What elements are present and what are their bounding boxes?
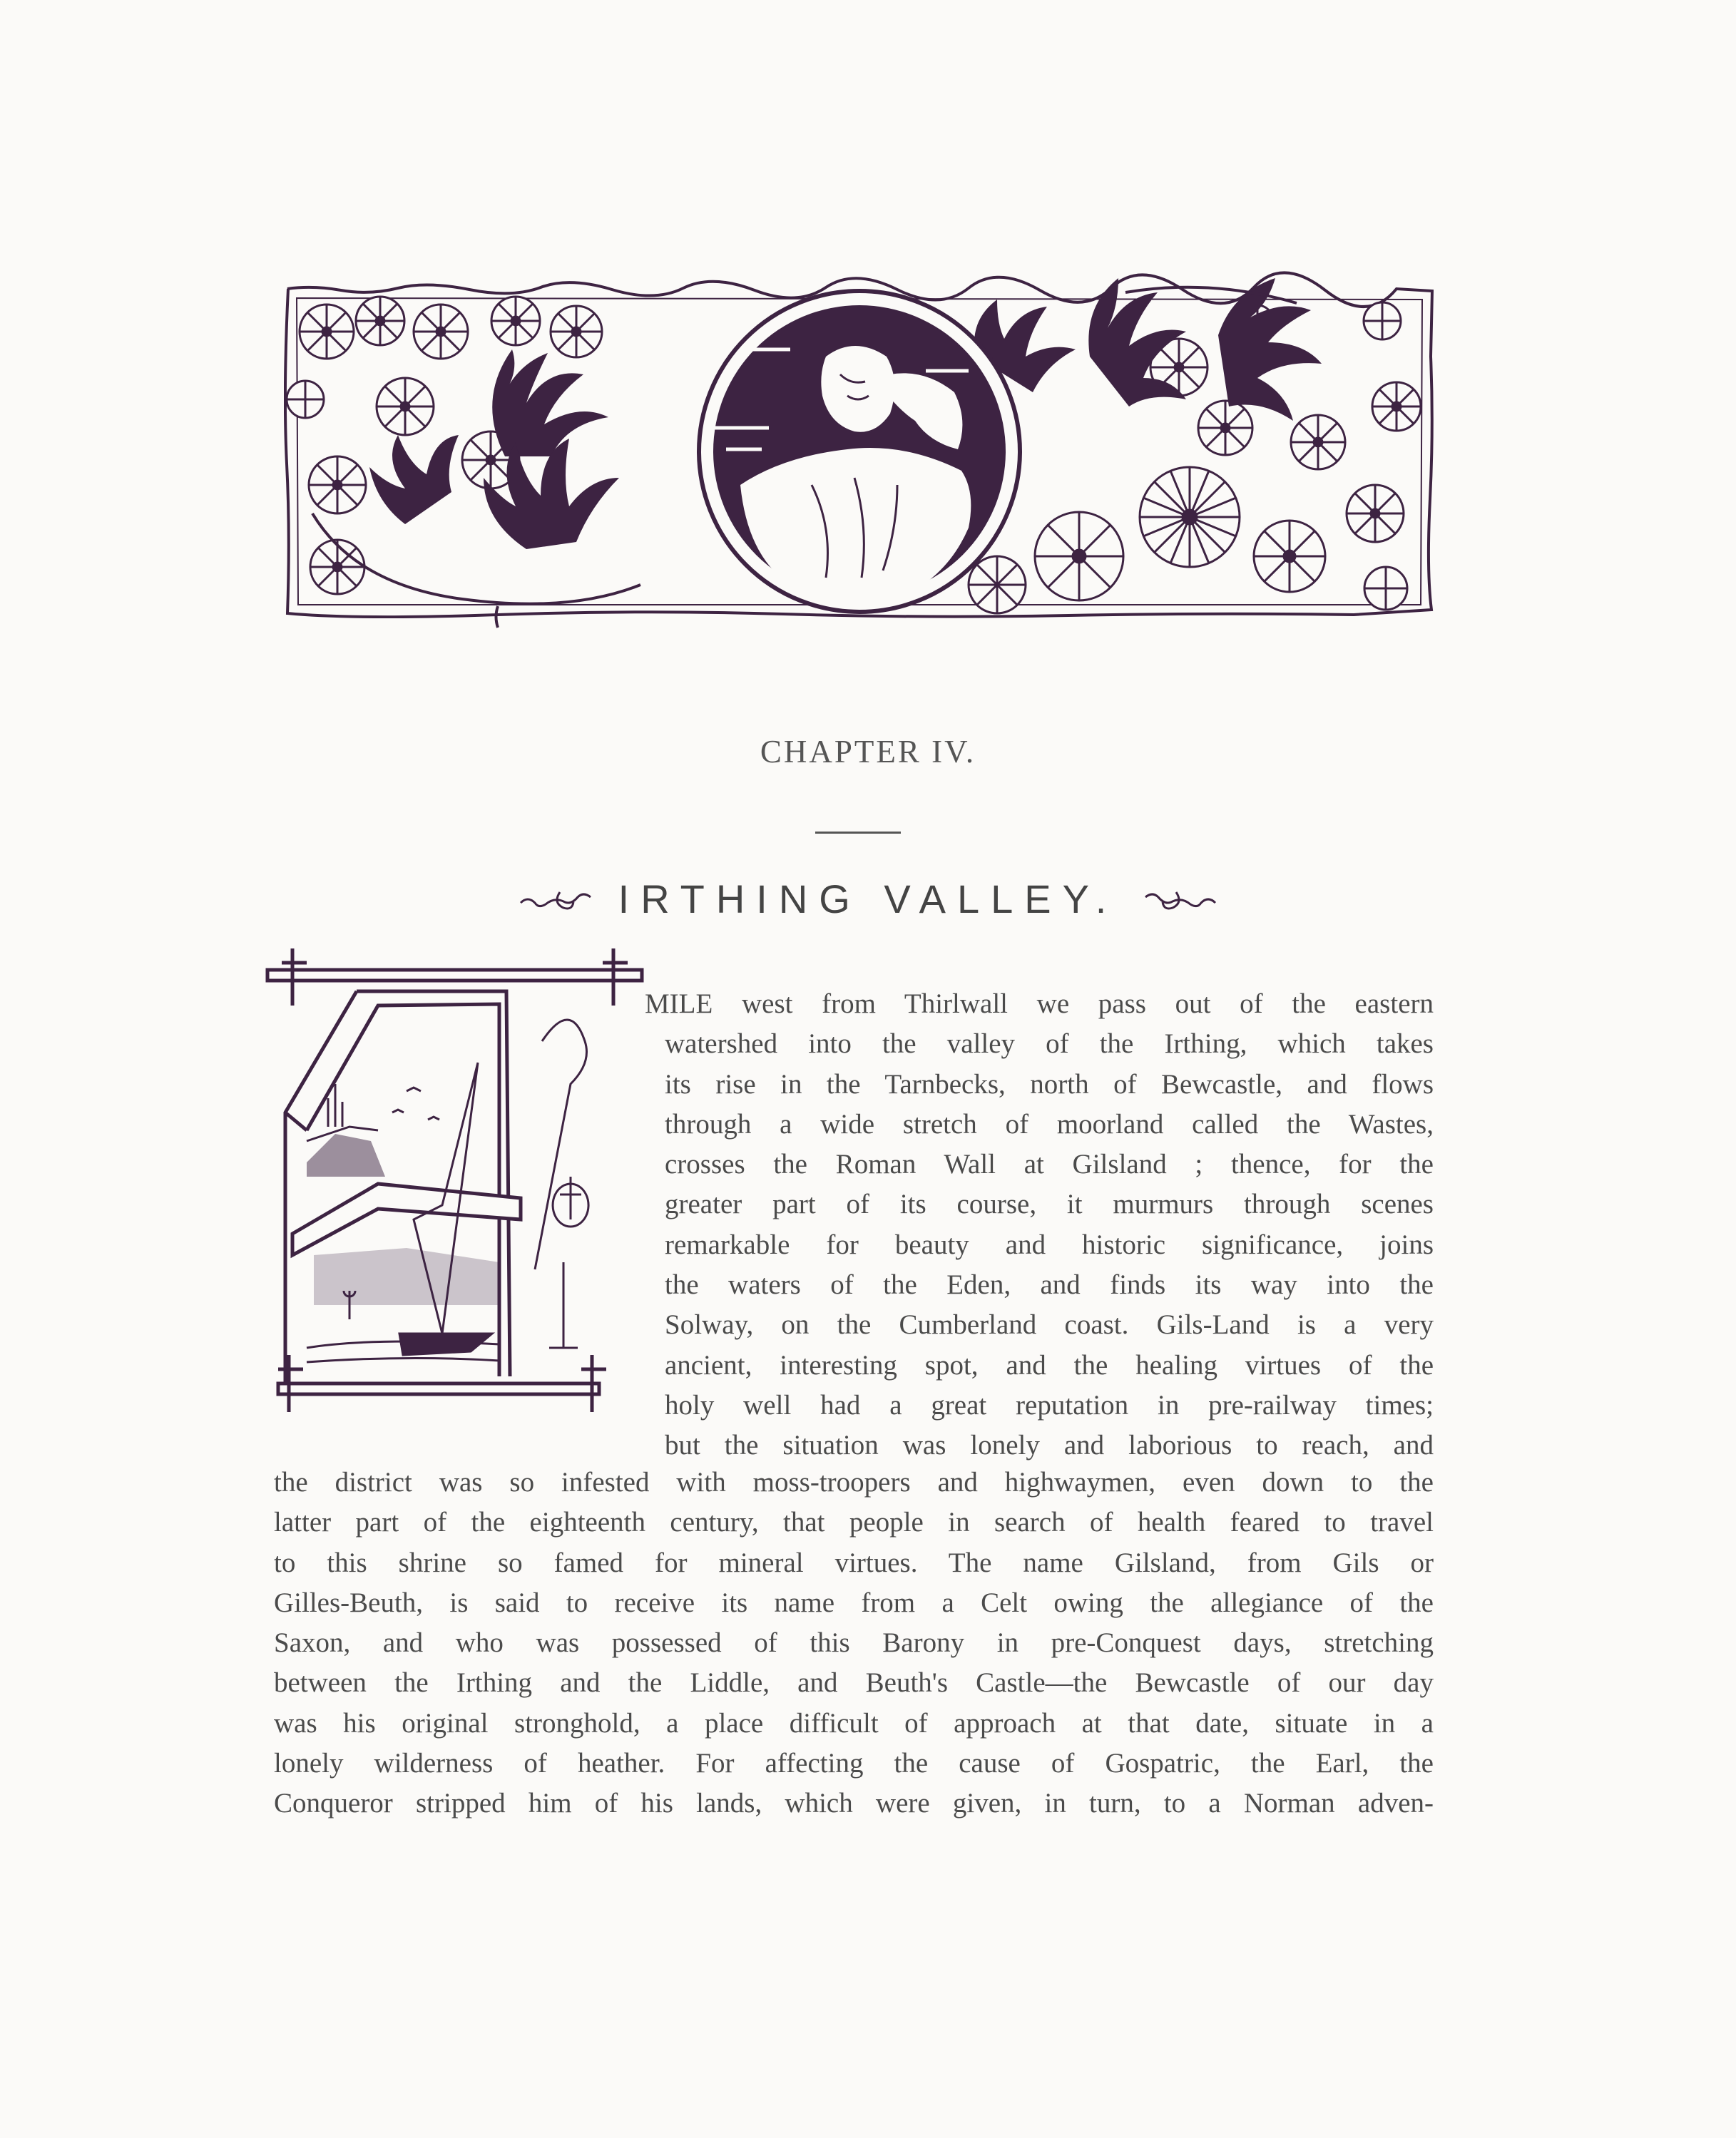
paragraph-wrap-block — [645, 984, 1434, 1466]
text-line: was his original stronghold, a place difficult of approach at that date, situate in a — [274, 1707, 1434, 1739]
text-line: MILE west from Thirlwall we pass out of the eastern — [645, 988, 1434, 1019]
text-line: but the situation was lonely and laborious to reach, and — [665, 1430, 1434, 1461]
text-line: remarkable for beauty and historic significance, joins — [665, 1229, 1434, 1260]
text-line: between the Irthing and the Liddle, and Beuth's Castle—the Bewcastle of our day — [274, 1667, 1434, 1699]
text-line: Saxon, and who was possessed of this Barony in pre-Conquest days, stretching — [274, 1627, 1434, 1659]
text-line: holy well had a great reputation in pre-railway times; — [665, 1389, 1434, 1421]
text-line: crosses the Roman Wall at Gilsland ; thence, for the — [665, 1149, 1434, 1180]
text-line: Conqueror stripped him of his lands, which were given, in turn, to a Norman adven- — [274, 1788, 1434, 1819]
text-line: lonely wilderness of heather. For affecting the cause of Gospatric, the Earl, the — [274, 1748, 1434, 1779]
floral-headpiece-illustration — [284, 250, 1436, 631]
paragraph-full-block — [274, 1463, 1434, 1824]
decorated-initial-A-illustration — [264, 948, 649, 1412]
text-line: Gilles-Beuth, is said to receive its name from a Celt owing the allegiance of the — [274, 1587, 1434, 1618]
text-line: through a wide stretch of moorland called the Wastes, — [665, 1108, 1434, 1140]
left-flourish-icon — [517, 885, 596, 914]
divider-rule — [815, 832, 901, 834]
text-line: ancient, interesting spot, and the healing virtues of the — [665, 1349, 1434, 1381]
right-flourish-icon — [1140, 885, 1219, 914]
text-line: to this shrine so famed for mineral virtues. The name Gilsland, from Gils or — [274, 1547, 1434, 1578]
text-line: its rise in the Tarnbecks, north of Bewcastle, and flows — [665, 1068, 1434, 1100]
text-line: greater part of its course, it murmurs through scenes — [665, 1189, 1434, 1220]
chapter-title: IRTHING VALLEY. — [618, 876, 1118, 921]
chapter-title-row — [0, 876, 1736, 922]
text-line: latter part of the eighteenth century, that people in search of health feared to travel — [274, 1507, 1434, 1538]
text-line: Solway, on the Cumberland coast. Gils-Land is a very — [665, 1309, 1434, 1341]
text-line: the district was so infested with moss-troopers and highwaymen, even down to the — [274, 1467, 1434, 1498]
text-line: the waters of the Eden, and finds its way into the — [665, 1269, 1434, 1301]
text-line: watershed into the valley of the Irthing, which takes — [665, 1028, 1434, 1060]
chapter-heading: CHAPTER IV. — [760, 734, 976, 769]
